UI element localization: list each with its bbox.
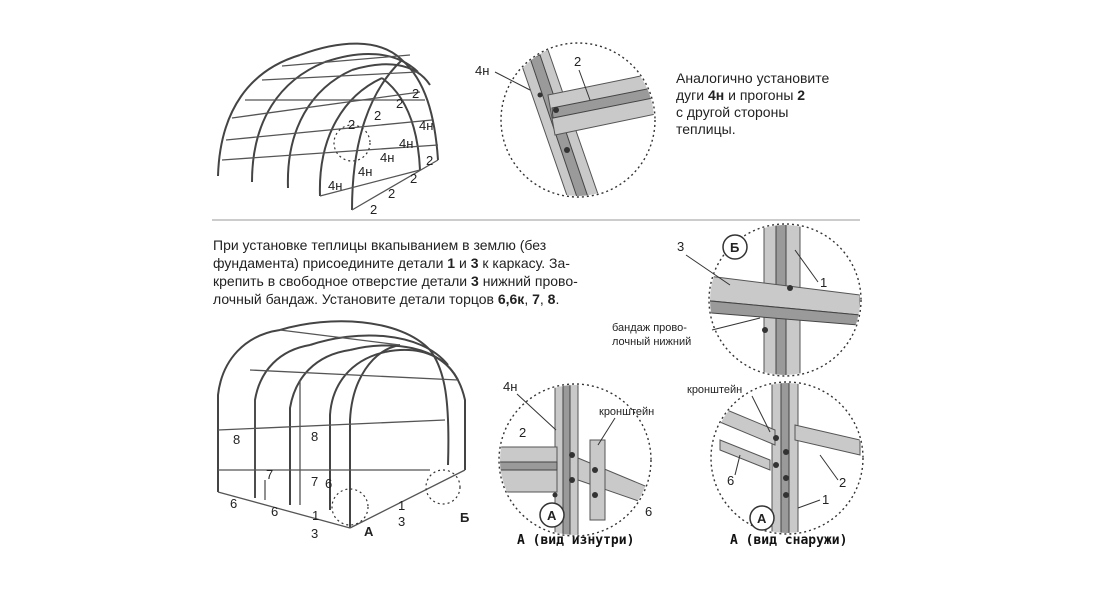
svg-text:2: 2 (370, 202, 378, 217)
bottom-instruction-text (213, 236, 578, 308)
svg-text:2: 2 (374, 108, 382, 123)
svg-text:Б: Б (460, 510, 470, 525)
svg-text:4н: 4н (328, 178, 343, 193)
top-line-4: теплицы. (676, 121, 736, 137)
bandage-label-2: лочный нижний (612, 336, 692, 348)
svg-text:4н: 4н (419, 118, 434, 133)
svg-text:А: А (364, 524, 374, 539)
detail-circle-top (475, 43, 675, 210)
svg-text:6: 6 (645, 504, 653, 519)
detail-circle-A-inside (495, 379, 654, 540)
svg-text:2: 2 (426, 153, 434, 168)
svg-text:8: 8 (311, 429, 319, 444)
svg-text:2: 2 (519, 425, 527, 440)
bottom-line-4: лочный бандаж. Установите детали торцов 6,6к, 7, 8. (213, 291, 560, 307)
svg-text:6: 6 (271, 504, 279, 519)
detail-circle-A-outside (687, 380, 863, 540)
svg-text:8: 8 (233, 432, 241, 447)
svg-text:7: 7 (311, 474, 319, 489)
svg-text:6: 6 (230, 496, 238, 511)
svg-text:4н: 4н (503, 379, 518, 394)
svg-text:6: 6 (325, 476, 333, 491)
svg-text:Б: Б (730, 240, 740, 255)
detail-circle-B (677, 220, 861, 380)
svg-text:кронштейн: кронштейн (599, 406, 655, 418)
svg-text:2: 2 (839, 475, 847, 490)
svg-text:кронштейн: кронштейн (687, 384, 743, 396)
svg-text:7: 7 (266, 467, 274, 482)
svg-text:4н: 4н (399, 136, 414, 151)
caption-outside: А (вид снаружи) (730, 533, 848, 548)
svg-text:А: А (547, 508, 557, 523)
bottom-line-3: крепить в свободное отверстие детали 3 нижний прово- (213, 273, 578, 289)
svg-text:А: А (757, 511, 767, 526)
svg-text:2: 2 (396, 96, 404, 111)
top-instruction-text (676, 70, 829, 138)
svg-text:2: 2 (348, 117, 356, 132)
svg-text:1: 1 (398, 498, 406, 513)
bottom-line-2: фундамента) присоедините детали 1 и 3 к каркасу. За- (213, 255, 570, 271)
svg-text:1: 1 (312, 508, 320, 523)
bandage-label-1: бандаж прово- (612, 322, 687, 334)
caption-inside: А (вид изнутри) (517, 533, 635, 548)
svg-text:2: 2 (412, 86, 420, 101)
top-line-2: дуги 4н и прогоны 2 (676, 87, 806, 103)
svg-text:1: 1 (822, 492, 830, 507)
top-line-3: с другой стороны (676, 104, 789, 120)
bottom-line-1: При установке теплицы вкапыванием в землю (без (213, 237, 547, 253)
svg-text:3: 3 (677, 239, 685, 254)
svg-text:3: 3 (311, 526, 319, 541)
svg-text:2: 2 (410, 171, 418, 186)
svg-text:3: 3 (398, 514, 406, 529)
svg-text:4н: 4н (475, 63, 490, 78)
greenhouse-top-frame (218, 44, 438, 217)
top-line-1: Аналогично установите (676, 70, 830, 86)
greenhouse-full-frame (218, 321, 469, 541)
svg-text:2: 2 (574, 54, 582, 69)
svg-text:4н: 4н (380, 150, 395, 165)
svg-text:1: 1 (820, 275, 828, 290)
svg-text:6: 6 (727, 473, 735, 488)
svg-text:2: 2 (388, 186, 396, 201)
svg-text:4н: 4н (358, 164, 373, 179)
